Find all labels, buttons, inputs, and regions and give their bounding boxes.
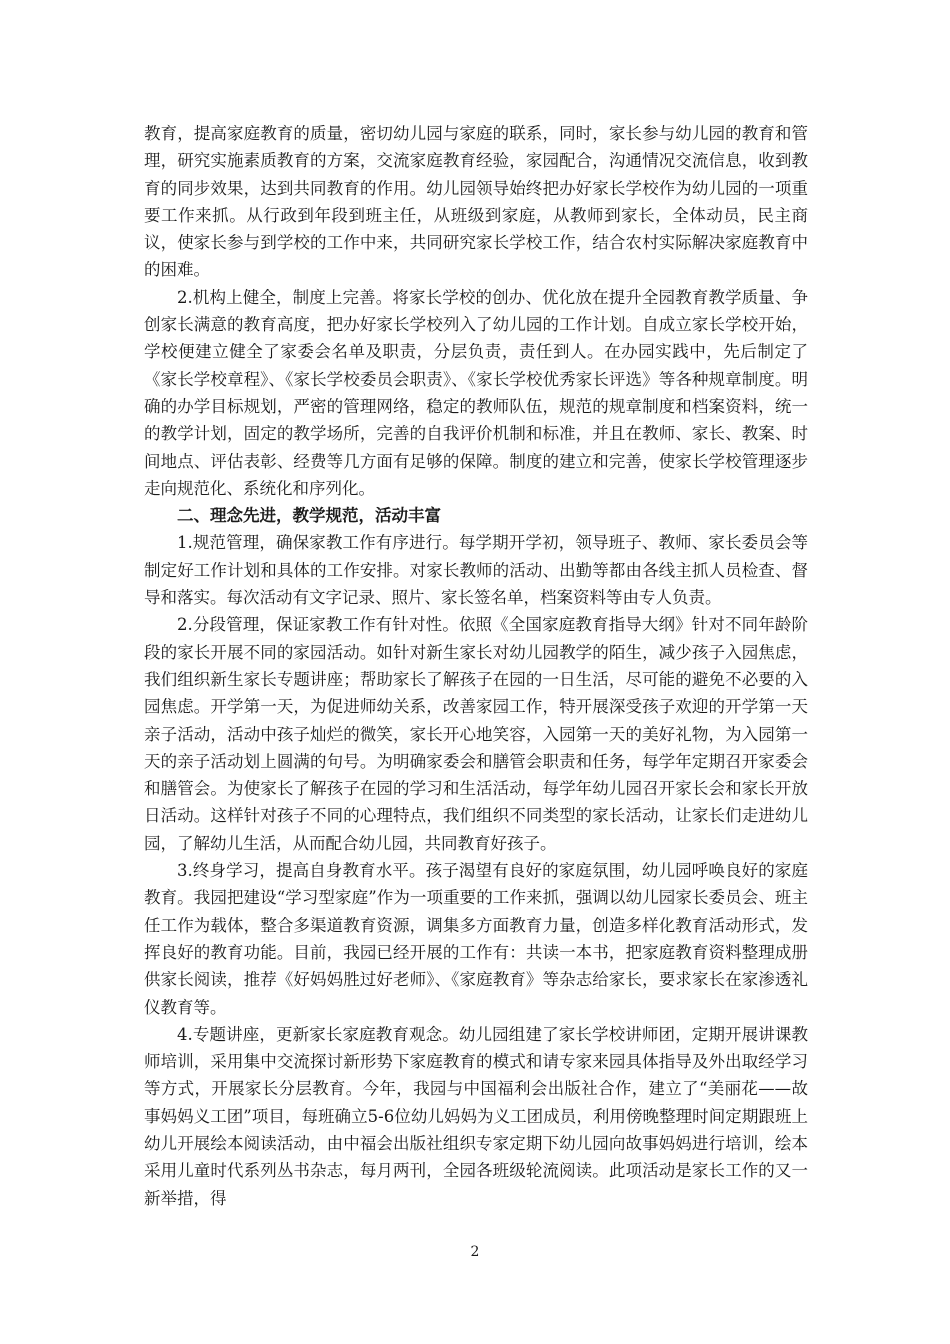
paragraph-institution-system: 2.机构上健全，制度上完善。将家长学校的创办、优化放在提升全园教育教学质量、争创家长满意的教育高度，把办好家长学校列入了幼儿园的工作计划。自成立家长学校开始，学校便建立健全了家委会名单及职责，分层负责，责任到人。在办园实践中，先后制定了《家长学校章程》、《家长学校委员会职责》、《家长学校优秀家长评选》等各种规章制度。明确的办学目标规划，严密的管理网络，稳定的教师队伍，规范的规章制度和档案资料，统一的教学计划，固定的教学场所，完善的自我评价机制和标准，并且在教师、家长、教案、时间地点、评估表彰、经费等几方面有足够的保障。制度的建立和完善，使家长学校管理逐步走向规范化、系统化和序列化。	[144, 287, 808, 498]
page-number: 2	[470, 1244, 480, 1260]
paragraph-standard-management: 1.规范管理，确保家教工作有序进行。每学期开学初，领导班子、教师、家长委员会等制定好工作计划和具体的工作安排。对家长教师的活动、出勤等都由各线主抓人员检查、督导和落实。每次活动有文字记录、照片、家长签名单，档案资料等由专人负责。	[144, 533, 808, 608]
section-heading: 二、理念先进，教学规范，活动丰富	[177, 506, 441, 526]
paragraph-continuation: 教育，提高家庭教育的质量，密切幼儿园与家庭的联系，同时，家长参与幼儿园的教育和管理，研究实施素质教育的方案，交流家庭教育经验，家园配合，沟通情况交流信息，收到教育的同步效果，达到共同教育的作用。幼儿园领导始终把办好家长学校作为幼儿园的一项重要工作来抓。从行政到年段到班主任，从班级到家庭，从教师到家长，全体动员，民主商议，使家长参与到学校的工作中来，共同研究家长学校工作，结合农村实际解决家庭教育中的困难。	[144, 124, 808, 280]
paragraph-lifelong-learning: 3.终身学习，提高自身教育水平。孩子渴望有良好的家庭氛围，幼儿园呼唤良好的家庭教育。我园把建设“学习型家庭”作为一项重要的工作来抓，强调以幼儿园家长委员会、班主任工作为载体，整合多渠道教育资源，调集多方面教育力量，创造多样化教育活动形式，发挥良好的教育功能。目前，我园已经开展的工作有：共读一本书，把家庭教育资料整理成册供家长阅读，推荐《好妈妈胜过好老师》、《家庭教育》等杂志给家长，要求家长在家渗透礼仪教育等。	[144, 861, 808, 1017]
document-body	[144, 120, 808, 1212]
paragraph-staged-management: 2.分段管理，保证家教工作有针对性。依照《全国家庭教育指导大纲》针对不同年龄阶段的家长开展不同的家园活动。如针对新生家长对幼儿园教学的陌生，减少孩子入园焦虑，我们组织新生家长专题讲座；帮助家长了解孩子在园的一日生活，尽可能的避免不必要的入园焦虑。开学第一天，为促进师幼关系，改善家园工作，特开展深受孩子欢迎的开学第一天亲子活动，活动中孩子灿烂的微笑，家长开心地笑容，入园第一天的美好礼物，为入园第一天的亲子活动划上圆满的句号。为明确家委会和膳管会职责和任务，每学年定期召开家委会和膳管会。为使家长了解孩子在园的学习和生活活动，每学年幼儿园召开家长会和家长开放日活动。这样针对孩子不同的心理特点，我们组织不同类型的家长活动，让家长们走进幼儿园，了解幼儿生活，从而配合幼儿园，共同教育好孩子。	[144, 615, 808, 853]
paragraph-special-lectures: 4.专题讲座，更新家长家庭教育观念。幼儿园组建了家长学校讲师团，定期开展讲课教师培训，采用集中交流探讨新形势下家庭教育的模式和请专家来园具体指导及外出取经学习等方式，开展家长分层教育。今年，我园与中国福利会出版社合作，建立了“美丽花——故事妈妈义工团”项目，每班确立5-6位幼儿妈妈为义工团成员，利用傍晚整理时间定期跟班上幼儿开展绘本阅读活动，由中福会出版社组织专家定期下幼儿园向故事妈妈进行培训，绘本采用儿童时代系列丛书杂志，每月两刊，全园各班级轮流阅读。此项活动是家长工作的又一新举措，得	[144, 1024, 808, 1208]
